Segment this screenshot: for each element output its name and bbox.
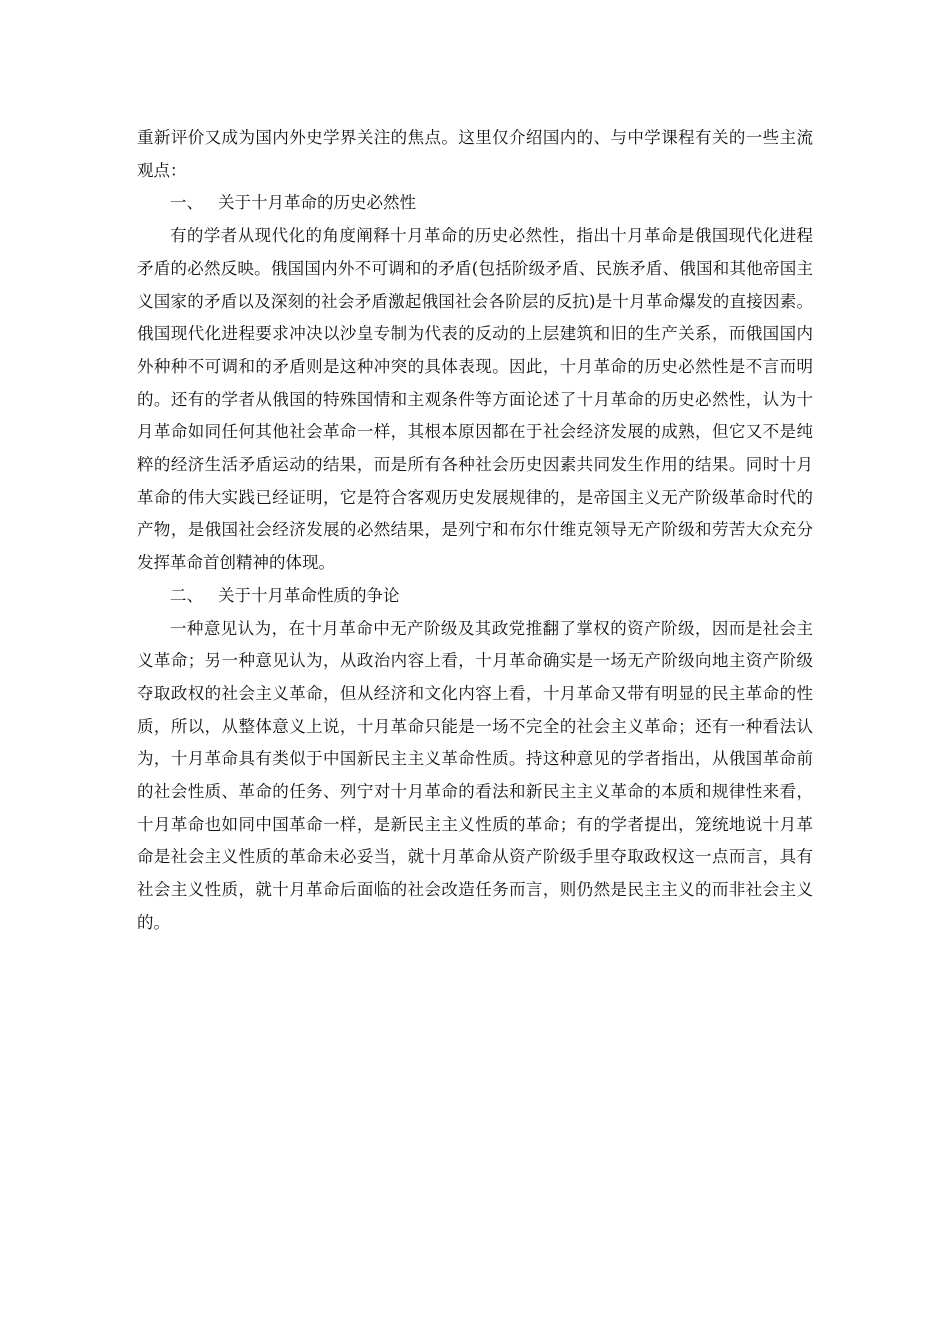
section-number-1: 一、	[170, 193, 203, 213]
document-body	[137, 122, 813, 940]
section-body-2: 一种意见认为，在十月革命中无产阶级及其政党推翻了掌权的资产阶级，因而是社会主义革命；另一种意见认为，从政治内容上看，十月革命确实是一场无产阶级向地主资产阶级夺取政权的社会主义革命，但从经济和文化内容上看，十月革命又带有明显的民主革命的性质，所以，从整体意义上说，十月革命只能是一场不完全的社会主义革命；还有一种看法认为，十月革命具有类似于中国新民主主义革命性质。持这种意见的学者指出，从俄国革命前的社会性质、革命的任务、列宁对十月革命的看法和新民主主义革命的本质和规律性来看，十月革命也如同中国革命一样，是新民主主义性质的革命；有的学者提出，笼统地说十月革命是社会主义性质的革命未必妥当，就十月革命从资产阶级手里夺取政权这一点而言，具有社会主义性质，就十月革命后面临的社会改造任务而言，则仍然是民主主义的而非社会主义的。	[137, 618, 813, 932]
section-number-2: 二、	[170, 585, 203, 605]
section-body-1: 有的学者从现代化的角度阐释十月革命的历史必然性，指出十月革命是俄国现代化进程矛盾的必然反映。俄国国内外不可调和的矛盾(包括阶级矛盾、民族矛盾、俄国和其他帝国主义国家的矛盾以及深刻的社会矛盾激起俄国社会各阶层的反抗)是十月革命爆发的直接因素。俄国现代化进程要求冲决以沙皇专制为代表的反动的上层建筑和旧的生产关系，而俄国国内外种种不可调和的矛盾则是这种冲突的具体表现。因此，十月革命的历史必然性是不言而明的。还有的学者从俄国的特殊国情和主观条件等方面论述了十月革命的历史必然性，认为十月革命如同任何其他社会革命一样，其根本原因都在于社会经济发展的成熟，但它又不是纯粹的经济生活矛盾运动的结果，而是所有各种社会历史因素共同发生作用的结果。同时十月革命的伟大实践已经证明，它是符合客观历史发展规律的，是帝国主义无产阶级革命时代的产物，是俄国社会经济发展的必然结果，是列宁和布尔什维克领导无产阶级和劳苦大众充分发挥革命首创精神的体现。	[137, 226, 813, 573]
section-title-1: 关于十月革命的历史必然性	[218, 193, 416, 213]
section-heading-2	[137, 580, 813, 613]
section-heading-1	[137, 187, 813, 220]
section-title-2: 关于十月革命性质的争论	[218, 585, 400, 605]
intro-paragraph: 重新评价又成为国内外史学界关注的焦点。这里仅介绍国内的、与中学课程有关的一些主流观点：	[137, 128, 813, 180]
